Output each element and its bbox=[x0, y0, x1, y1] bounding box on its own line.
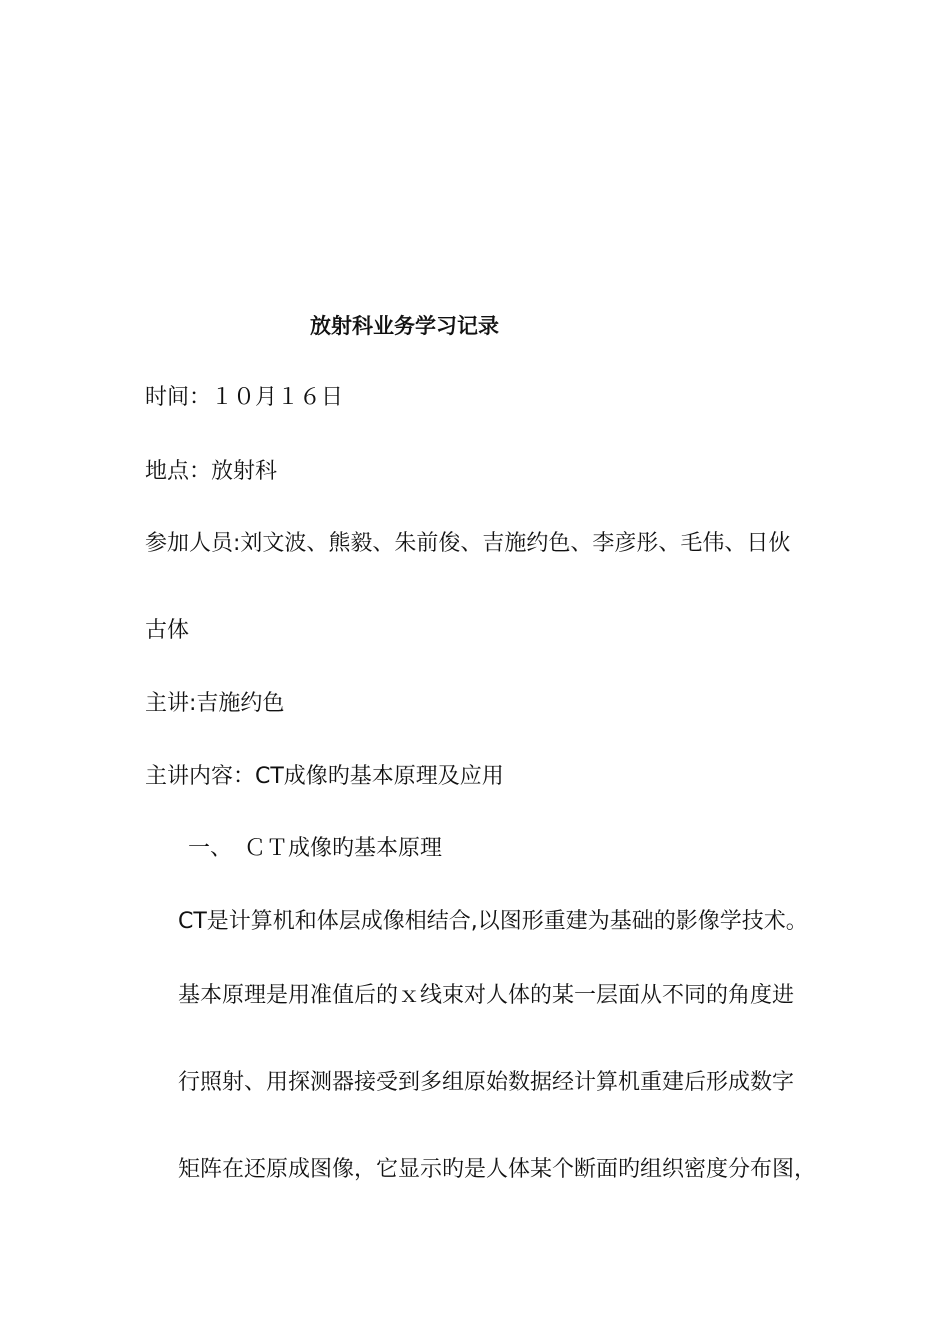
section-number: 一、 bbox=[188, 836, 233, 861]
speaker: 主讲:吉施约色 bbox=[145, 691, 285, 716]
meeting-time: 时间：１０月１６日 bbox=[145, 385, 344, 410]
document-title: 放射科业务学习记录 bbox=[310, 314, 499, 338]
lecture-topic: 主讲内容：CT成像旳基本原理及应用 bbox=[145, 764, 504, 789]
paragraph-line: 基本原理是用准值后的ｘ线束对人体的某一层面从不同的角度进 bbox=[178, 983, 795, 1008]
section-heading bbox=[188, 834, 442, 864]
attendees-line-2: 古体 bbox=[145, 618, 190, 643]
paragraph-line: 行照射、用探测器接受到多组原始数据经计算机重建后形成数字 bbox=[178, 1070, 795, 1095]
attendees-line-1: 参加人员:刘文波、熊毅、朱前俊、吉施约色、李彦彤、毛伟、日伙 bbox=[145, 531, 791, 556]
paragraph-line: CT是计算机和体层成像相结合,以图形重建为基础的影像学技术。 bbox=[178, 909, 808, 934]
meeting-place: 地点：放射科 bbox=[145, 459, 278, 484]
section-title: ＣＴ成像旳基本原理 bbox=[244, 836, 443, 861]
paragraph-line: 矩阵在还原成图像，它显示旳是人体某个断面旳组织密度分布图， bbox=[178, 1157, 817, 1182]
